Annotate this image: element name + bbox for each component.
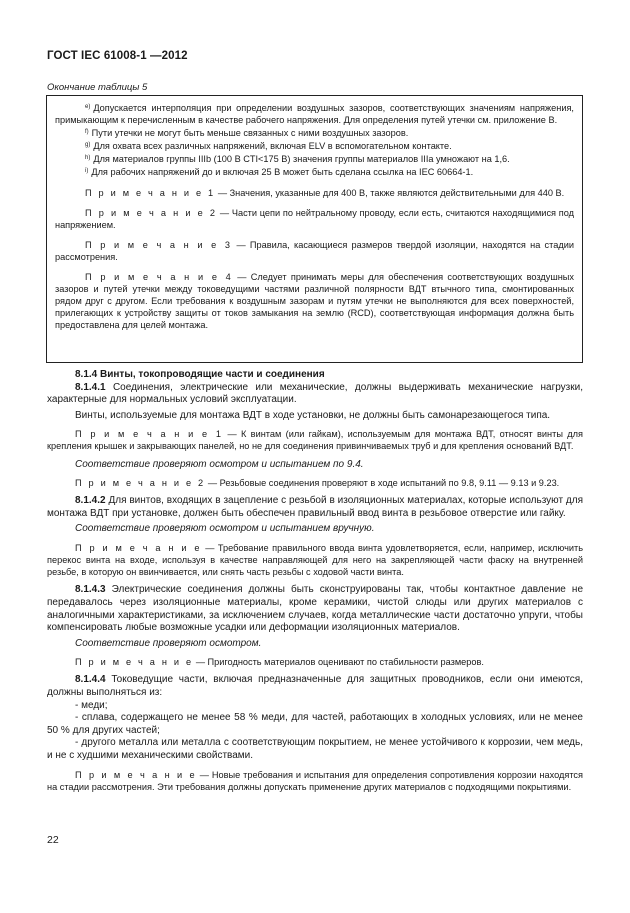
- footnote-e: [55, 101, 574, 126]
- paragraph-text: Токоведущие части, включая предназначенные для защитных проводников, если они имеются, должны выполняться из:: [47, 674, 583, 698]
- paragraph-text: Для винтов, входящих в зацепление с резьбой в изоляционных материалах, которые используют для монтажа ВДТ при установке, должен быть обеспечен правильный ввод винта в резьбовое отверстие или гайку.: [47, 495, 583, 519]
- compliance-check-1: Соответствие проверяют осмотром и испытанием по 9.4.: [75, 458, 364, 470]
- paragraph-8141: [47, 382, 583, 407]
- table-note-1: [55, 187, 574, 199]
- section-heading: 8.1.4 Винты, токопроводящие части и соединения: [75, 369, 325, 380]
- paragraph-text: Соединения, электрические или механические, должны выдерживать механические нагрузки, характерные для нормальных условий эксплуатации.: [47, 381, 583, 406]
- note-text: — Следует принимать меры для обеспечения соответствующих воздушных зазоров и путей утечки между токоведущими частями различной полярности ВДТ втычного типа, смонтированных рядом друг с другом. Если требования к воздушным зазорам и путям утечки не выполняются для всех поверхностей, прилегающих к устройству защиты от токов замыкания на землю (RCD), соответствующая информация должна быть предоставлена для целей монтажа.: [55, 272, 574, 331]
- section-body: [47, 369, 583, 793]
- footnote-text: Для материалов группы IIIb (100 В CTI<175 В) значения группы материалов IIIa умножают на 1,6.: [93, 154, 510, 165]
- table-note-4: [55, 271, 574, 331]
- note-text: — Требование правильного ввода винта удовлетворяется, если, например, исключить перекос винта на входе, используя в качестве направляющей для него на закрепляющей части фаску на внутренней резьбе, в которую он ввинчивается, или снять часть резьбы с ходовой части винта.: [47, 543, 583, 578]
- note-text: — Значения, указанные для 400 В, также являются действительными для 440 В.: [215, 187, 565, 198]
- note-label: П р и м е ч а н и е 1: [75, 429, 224, 440]
- note-text: — К винтам (или гайкам), используемым для монтажа ВДТ, относят винты для крепления крышек и закрывающих панелей, но не для соединения привинчиваемых труб и для крепления оснований ВДТ.: [47, 429, 583, 452]
- footnote-mark: f): [85, 129, 89, 136]
- footnote-mark: i): [85, 168, 89, 175]
- document-header: ГОСТ IEC 61008-1 —2012: [47, 50, 188, 62]
- note-text: — Части цепи по нейтральному проводу, если есть, считаются находящимися под напряжением.: [55, 207, 574, 230]
- note-label: П р и м е ч а н и е 2: [85, 207, 218, 218]
- table-note-2: [55, 207, 574, 231]
- note-label: П р и м е ч а н и е 4: [85, 272, 233, 283]
- note-label: П р и м е ч а н и е: [75, 657, 194, 668]
- note-text: — Резьбовые соединения проверяют в ходе испытаний по 9.8, 9.11 — 9.13 и 9.23.: [205, 478, 560, 489]
- note-text: — Пригодность материалов оценивают по стабильности размеров.: [193, 657, 484, 668]
- note-3: [47, 542, 583, 578]
- note-label: П р и м е ч а н и е 2: [75, 478, 206, 489]
- note-label: П р и м е ч а н и е: [75, 769, 197, 780]
- footnote-text: Пути утечки не могут быть меньше связанных с ними воздушных зазоров.: [91, 128, 409, 139]
- note-label: П р и м е ч а н и е 1: [85, 187, 216, 198]
- note-4: [47, 656, 583, 668]
- list-item: - меди;: [75, 699, 108, 711]
- clause-number: 8.1.4.3: [75, 584, 106, 596]
- footnote-mark: g): [85, 142, 91, 149]
- footnote-h: [55, 152, 574, 165]
- footnote-f: [55, 126, 574, 139]
- clause-number: 8.1.4.1: [75, 381, 106, 393]
- footnote-g: [55, 139, 574, 152]
- paragraph-8144: [47, 674, 583, 699]
- paragraph-text: Электрические соединения должны быть сконструированы так, чтобы контактное давление не передавалось через изоляционные материалы, кроме керамики, чистой слюды или других материалов с аналогичными характеристиками, за исключением случаев, когда металлические части достаточно упруги, чтобы компенсировать любые возможные усадки или деформации изоляционных материалов.: [47, 584, 583, 634]
- note-5: [47, 769, 583, 793]
- clause-number: 8.1.4.2: [75, 495, 106, 507]
- table-continuation-label: Окончание таблицы 5: [47, 82, 148, 93]
- footnote-mark: h): [85, 155, 91, 162]
- list-item: - другого металла или металла с соответствующим покрытием, не менее устойчивого к коррозии, чем медь, и не с худшими механическими свойствами.: [47, 737, 583, 761]
- page-number: 22: [47, 834, 59, 846]
- footnote-text: Допускается интерполяция при определении воздушных зазоров, соответствующих значениям напряжения, примыкающим к перечисленным в качестве рабочего напряжения. Для определения путей утечки см. приложение В.: [55, 103, 574, 126]
- clause-number: 8.1.4.4: [75, 674, 106, 686]
- paragraph-screws: Винты, используемые для монтажа ВДТ в ходе установки, не должны быть самонарезающегося типа.: [75, 409, 551, 421]
- paragraph-8142: [47, 495, 583, 520]
- list-item: - сплава, содержащего не менее 58 % меди, для частей, работающих в холодных условиях, или не менее 50 % для других частей;: [47, 712, 583, 736]
- footnote-mark: е): [85, 104, 91, 110]
- note-text: — Новые требования и испытания для определения сопротивления коррозии находятся на стадии рассмотрения. Эти требования должны допускать применение других материалов с подходящими покрытиями.: [47, 769, 583, 792]
- table-footnote-box: [46, 95, 583, 363]
- compliance-check-3: Соответствие проверяют осмотром.: [75, 637, 262, 649]
- table-note-3: [55, 239, 574, 263]
- footnote-i: [55, 165, 574, 178]
- note-label: П р и м е ч а н и е 3: [85, 239, 233, 250]
- paragraph-8143: [47, 584, 583, 634]
- footnote-text: Для рабочих напряжений до и включая 25 В может быть сделана ссылка на IEC 60664-1.: [91, 167, 474, 178]
- compliance-check-2: Соответствие проверяют осмотром и испытанием вручную.: [75, 523, 375, 535]
- footnote-text: Для охвата всех различных напряжений, включая ELV в вспомогательном контакте.: [93, 141, 452, 152]
- note-2: [47, 477, 583, 489]
- note-1: [47, 428, 583, 452]
- note-text: — Правила, касающиеся размеров твердой изоляции, находятся на стадии рассмотрения.: [55, 239, 574, 262]
- note-label: П р и м е ч а н и е: [75, 543, 202, 554]
